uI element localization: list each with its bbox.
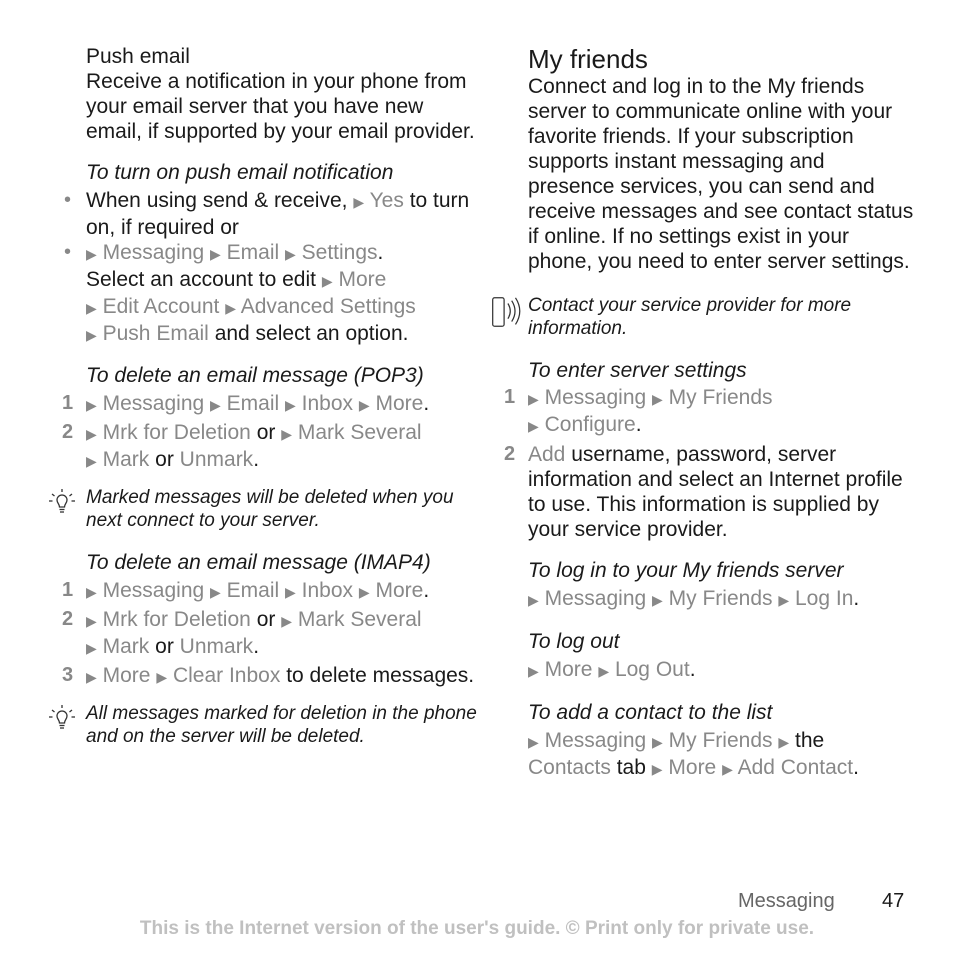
arrow-icon: ▶	[281, 613, 292, 629]
arrow-icon: ▶	[86, 397, 97, 413]
arrow-icon: ▶	[528, 391, 539, 407]
menu-more[interactable]: More	[375, 392, 424, 415]
menu-advanced-settings[interactable]: Advanced Settings	[240, 295, 416, 318]
info-note	[504, 294, 914, 340]
menu-mark[interactable]: Mark	[102, 448, 150, 471]
arrow-icon: ▶	[598, 663, 610, 679]
arrow-icon: ▶	[156, 669, 168, 685]
yes-link[interactable]: Yes	[369, 189, 404, 212]
menu-log-out[interactable]: Log Out	[614, 658, 690, 681]
menu-unmark[interactable]: Unmark	[179, 448, 254, 471]
menu-inbox[interactable]: Inbox	[301, 392, 354, 415]
tip-note-2	[62, 702, 482, 748]
page-title: My friends	[528, 44, 648, 74]
menu-unmark[interactable]: Unmark	[179, 635, 254, 658]
arrow-icon: ▶	[651, 761, 663, 777]
arrow-icon: ▶	[86, 669, 97, 685]
menu-mrk-for-deletion[interactable]: Mrk for Deletion	[102, 421, 251, 444]
menu-mark[interactable]: Mark	[102, 635, 150, 658]
arrow-icon: ▶	[86, 453, 97, 469]
menu-messaging[interactable]: Messaging	[102, 241, 205, 264]
pop3-heading: To delete an email message (POP3)	[86, 364, 424, 387]
arrow-icon: ▶	[86, 300, 97, 316]
login-path: ▶ Messaging ▶ My Friends ▶ Log In.	[528, 587, 860, 610]
tip-note-1	[62, 486, 482, 532]
step-number: 1	[62, 392, 74, 414]
imap4-step-3: 3 ▶ More ▶ Clear Inbox to delete messages.	[62, 664, 475, 687]
footer-notice: This is the Internet version of the user's guide. © Print only for private use.	[139, 918, 815, 939]
push-email-body: Receive a notification in your phone from your email server that you have new email, if supported by your email provider.	[86, 70, 475, 143]
menu-add-contact[interactable]: Add Contact	[737, 756, 854, 779]
arrow-icon: ▶	[86, 246, 97, 262]
server-settings-heading: To enter server settings	[528, 359, 747, 382]
step-number: 2	[62, 608, 74, 630]
arrow-icon: ▶	[225, 300, 236, 316]
contacts-tab[interactable]: Contacts	[528, 756, 611, 779]
imap4-step-2: 2 ▶ Mrk for Deletion or ▶ Mark Several ▶ Mark or Unmark.	[62, 608, 422, 658]
add-link[interactable]: Add	[528, 443, 566, 466]
arrow-icon: ▶	[652, 592, 663, 608]
tip-text: All messages marked for deletion in the phone and on the server will be deleted.	[86, 703, 477, 747]
login-heading: To log in to your My friends server	[528, 559, 844, 582]
menu-inbox[interactable]: Inbox	[301, 579, 354, 602]
arrow-icon: ▶	[652, 734, 663, 750]
menu-more[interactable]: More	[668, 756, 717, 779]
turn-on-heading: To turn on push email notification	[86, 161, 394, 184]
page-number: 47	[882, 890, 905, 912]
push-email-section	[62, 44, 482, 144]
right-column	[504, 44, 914, 782]
arrow-icon: ▶	[86, 640, 97, 656]
logout-heading: To log out	[528, 630, 620, 653]
logout-path: ▶ More ▶ Log Out.	[528, 658, 696, 681]
arrow-icon: ▶	[281, 426, 292, 442]
arrow-icon: ▶	[528, 663, 539, 679]
menu-configure[interactable]: Configure	[544, 413, 636, 436]
menu-clear-inbox[interactable]: Clear Inbox	[172, 664, 281, 687]
arrow-icon: ▶	[353, 194, 365, 210]
arrow-icon: ▶	[285, 246, 296, 262]
arrow-icon: ▶	[722, 761, 733, 777]
tip-text: Marked messages will be deleted when you next connect to your server.	[86, 487, 454, 531]
menu-more[interactable]: More	[375, 579, 424, 602]
arrow-icon: ▶	[528, 734, 539, 750]
imap4-step-1: 1 ▶ Messaging ▶ Email ▶ Inbox ▶ More.	[62, 579, 430, 602]
arrow-icon: ▶	[285, 584, 296, 600]
menu-messaging[interactable]: Messaging	[544, 386, 647, 409]
arrow-icon: ▶	[86, 327, 97, 343]
menu-email[interactable]: Email	[226, 579, 280, 602]
my-friends-intro-section	[504, 44, 914, 274]
arrow-icon: ▶	[210, 246, 221, 262]
arrow-icon: ▶	[528, 418, 539, 434]
step-number: 3	[62, 664, 74, 686]
menu-my-friends[interactable]: My Friends	[668, 587, 773, 610]
arrow-icon: ▶	[652, 391, 663, 407]
lightbulb-icon	[46, 486, 78, 518]
menu-more[interactable]: More	[102, 664, 151, 687]
left-column	[62, 44, 482, 748]
arrow-icon: ▶	[210, 584, 221, 600]
menu-my-friends[interactable]: My Friends	[668, 386, 773, 409]
add-contact-heading: To add a contact to the list	[528, 701, 773, 724]
menu-more[interactable]: More	[544, 658, 593, 681]
add-contact-path: ▶ Messaging ▶ My Friends ▶ the Contacts tab ▶ More ▶ Add Contact.	[528, 729, 859, 779]
menu-settings[interactable]: Settings	[301, 241, 378, 264]
arrow-icon: ▶	[285, 397, 296, 413]
imap4-heading: To delete an email message (IMAP4)	[86, 551, 431, 574]
my-friends-intro: Connect and log in to the My friends server to communicate online with your favorite friends. If your subscription supports instant messaging and presence services, you can send and receive messages and see contact status if online. If no settings exist in your phone, you need to enter server settings.	[528, 75, 914, 273]
bullet-item-1: • When using send & receive, ▶ Yes to turn on, if required or	[64, 189, 470, 239]
arrow-icon: ▶	[778, 734, 790, 750]
menu-my-friends[interactable]: My Friends	[668, 729, 773, 752]
pop3-step-2: 2 ▶ Mrk for Deletion or ▶ Mark Several ▶ Mark or Unmark.	[62, 421, 422, 471]
step-number: 1	[504, 386, 516, 408]
arrow-icon: ▶	[778, 592, 790, 608]
menu-messaging[interactable]: Messaging	[544, 729, 647, 752]
menu-messaging[interactable]: Messaging	[544, 587, 647, 610]
pop3-step-1: 1 ▶ Messaging ▶ Email ▶ Inbox ▶ More.	[62, 392, 430, 415]
step-number: 2	[504, 443, 516, 465]
menu-log-in[interactable]: Log In	[794, 587, 854, 610]
menu-mark-several[interactable]: Mark Several	[297, 421, 422, 444]
note-icon	[490, 294, 522, 332]
menu-email[interactable]: Email	[226, 392, 280, 415]
footer-section-name: Messaging	[738, 890, 835, 912]
bullet-item-2: • ▶ Messaging ▶ Email ▶ Settings. Select an account to edit ▶ More ▶ Edit Account ▶ Advanced Settings ▶ Push Email and select an option.	[64, 241, 416, 345]
step-number: 2	[62, 421, 74, 443]
note-text: Contact your service provider for more information.	[528, 295, 852, 339]
arrow-icon: ▶	[528, 592, 539, 608]
step-number: 1	[62, 579, 74, 601]
menu-mrk-for-deletion[interactable]: Mrk for Deletion	[102, 608, 251, 631]
menu-edit-account[interactable]: Edit Account	[102, 295, 220, 318]
menu-messaging[interactable]: Messaging	[102, 392, 205, 415]
arrow-icon: ▶	[86, 426, 97, 442]
server-step-2: 2 Add username, password, server information and select an Internet profile to use. This information is supplied by your service provider.	[504, 443, 903, 541]
menu-messaging[interactable]: Messaging	[102, 579, 205, 602]
bullet: •	[64, 189, 72, 211]
menu-push-email[interactable]: Push Email	[102, 322, 209, 345]
menu-more[interactable]: More	[338, 268, 387, 291]
arrow-icon: ▶	[86, 584, 97, 600]
arrow-icon: ▶	[358, 397, 370, 413]
server-step-1: 1 ▶ Messaging ▶ My Friends ▶ Configure.	[504, 386, 773, 436]
bullet: •	[64, 241, 72, 263]
lightbulb-icon	[46, 702, 78, 734]
push-email-title: Push email	[86, 45, 190, 68]
arrow-icon: ▶	[210, 397, 221, 413]
arrow-icon: ▶	[321, 273, 333, 289]
arrow-icon: ▶	[358, 584, 370, 600]
menu-email[interactable]: Email	[226, 241, 280, 264]
arrow-icon: ▶	[86, 613, 97, 629]
menu-mark-several[interactable]: Mark Several	[297, 608, 422, 631]
